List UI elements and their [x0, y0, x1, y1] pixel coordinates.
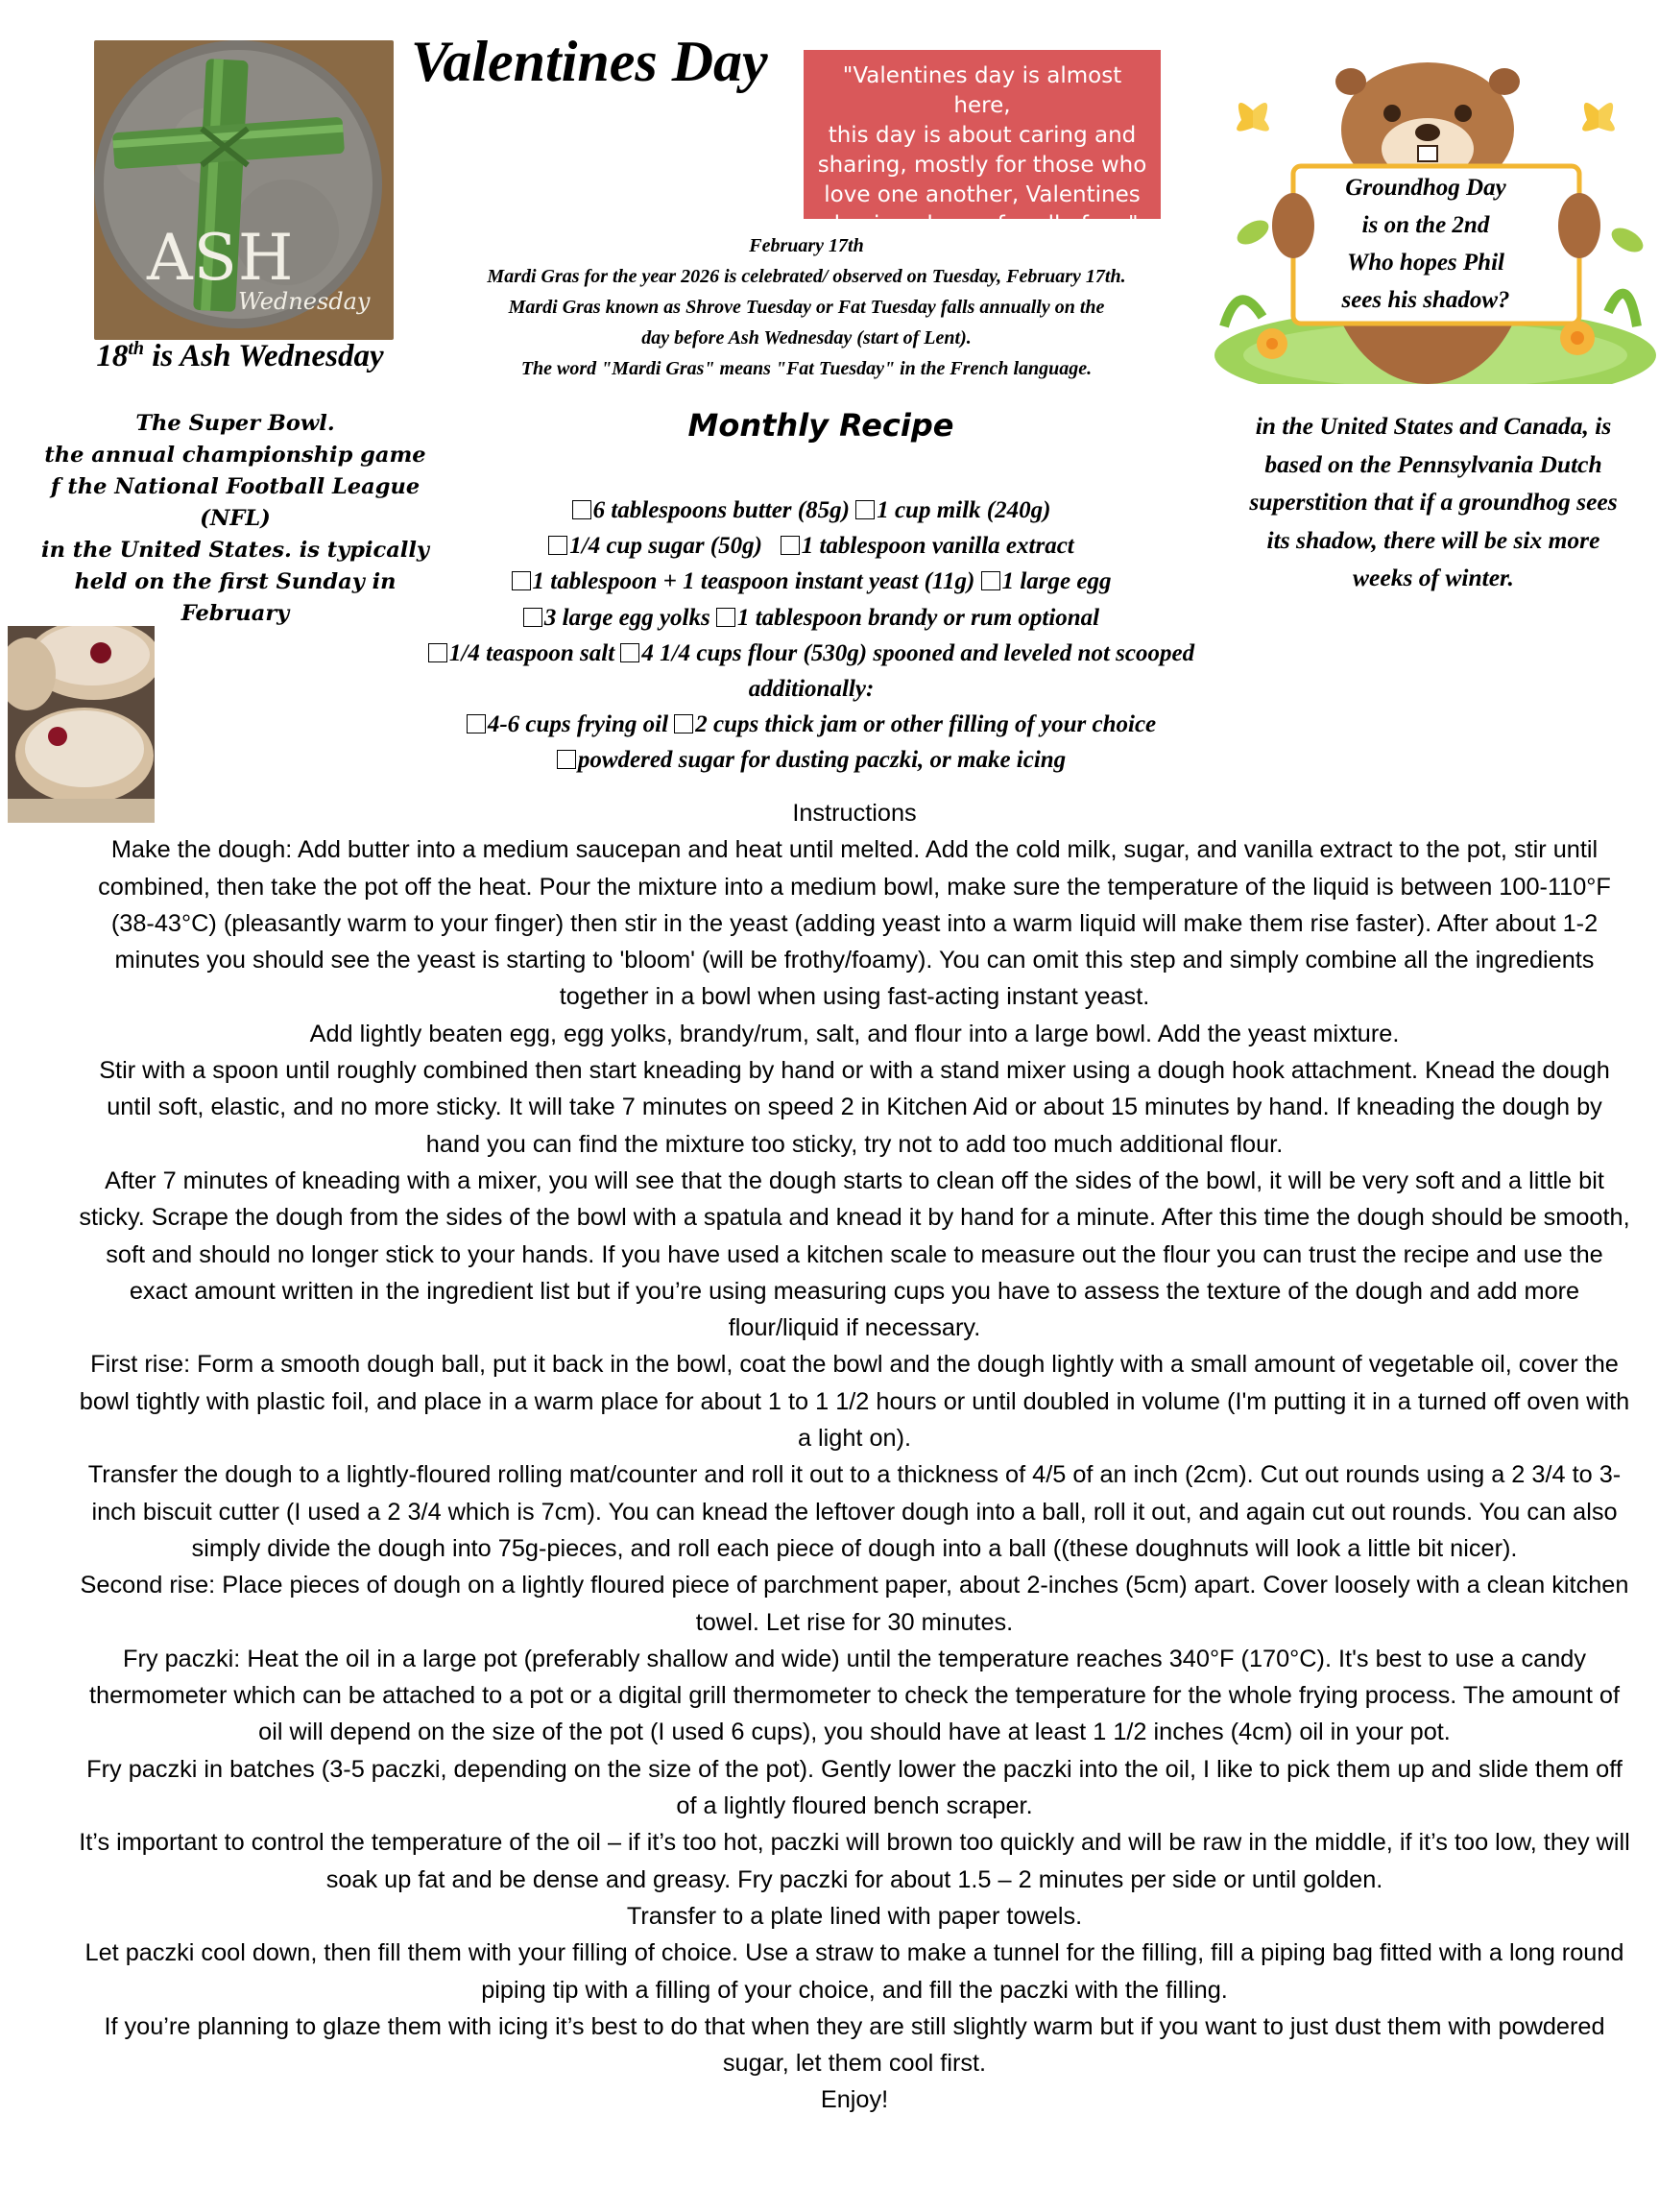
ingredient-text: additionally: — [748, 676, 875, 703]
instruction-paragraph: Let paczki cool down, then fill them with your filling of choice. Use a straw to make a tunnel for the filling, fill a piping bag fitted with a long round piping tip with a filling of your choice, and fill the paczki with the filling. — [84, 1939, 1624, 2004]
instructions-section — [77, 795, 1632, 2119]
groundhog-sign-line: Groundhog Day — [1345, 175, 1506, 201]
instruction-paragraph: Transfer the dough to a lightly-floured rolling mat/counter and roll it out to a thickness of 4/5 of an inch (2cm). Cut out rounds using a 2 3/4 to 3-inch biscuit cutter (I used a 2 3/4 which is 7cm). You can knead the leftover dough into a ball, roll it out, and again cut out rounds. You can also simply divide the dough into 75g-pieces, and roll each piece of dough into a ball ((these doughnuts will look a little bit nicer). — [87, 1461, 1622, 1562]
recipe-title: Monthly Recipe — [687, 407, 954, 444]
instruction-paragraph: Transfer to a plate lined with paper towels. — [626, 1902, 1083, 1930]
ash-day-number: 18 — [96, 339, 129, 373]
ingredient-text: 1 cup milk (240g) — [877, 497, 1051, 523]
ingredient-line — [389, 564, 1234, 599]
ash-image-title: ASH — [147, 221, 295, 295]
instruction-paragraph: After 7 minutes of kneading with a mixer, you will see that the dough starts to clean off the sides of the bowl, it will be very soft and a little bit sticky. Scrape the dough from the sides of the bowl with a spatula and knead it by hand for a minute. After this time the dough should be smooth, soft and should no longer stick to your hands. If you have used a kitchen scale to measure out the flour you can trust the recipe and use the exact amount written in the ingredient list but if you’re using measuring cups you have to assess the texture of the dough and add more flour/liquid if necessary. — [79, 1166, 1630, 1342]
ingredient-line — [389, 671, 1234, 707]
mardi-gras-note — [403, 230, 1210, 384]
super-bowl-line: the annual championship game — [44, 443, 426, 468]
ash-caption-text: is Ash Wednesday — [144, 339, 384, 373]
ingredient-line — [389, 636, 1234, 671]
ingredient-text: 6 tablespoons butter (85g) — [592, 497, 856, 523]
ingredient-checkbox[interactable] — [855, 500, 875, 519]
ingredient-checkbox[interactable] — [620, 643, 639, 662]
ash-day-suffix: th — [128, 338, 144, 359]
ingredient-line — [389, 742, 1234, 778]
paczki-photo — [8, 626, 155, 823]
ingredient-text: 3 large egg yolks — [543, 604, 716, 631]
mardi-gras-line: day before Ash Wednesday (start of Lent). — [641, 327, 972, 349]
groundhog-info-line: weeks of winter. — [1353, 564, 1514, 591]
mardi-gras-line: The word "Mardi Gras" means "Fat Tuesday" in the French language. — [520, 358, 1093, 379]
groundhog-info-line: based on the Pennsylvania Dutch — [1264, 449, 1602, 478]
groundhog-sign-line: Who hopes Phil — [1347, 250, 1504, 276]
instruction-paragraph: Make the dough: Add butter into a medium saucepan and heat until melted. Add the cold milk, sugar, and vanilla extract to the pot, stir until combined, then take the pot off the heat. Pour the mixture into a medium bowl, make sure the temperature of the liquid is between 100-110°F (38-43°C) (pleasantly warm to your finger) then stir in the yeast (adding yeast into a warm liquid will make them rise faster). After about 1-2 minutes you should see the yeast is starting to 'bloom' (will be frothy/foamy). You can omit this step and simply combine all the ingredients together in a bowl when using fast-acting instant yeast. — [98, 836, 1611, 1011]
super-bowl-line: f the National Football League — [50, 474, 421, 499]
ingredient-checkbox[interactable] — [548, 536, 567, 555]
ash-image-subtitle: Wednesday — [238, 288, 371, 315]
ingredient-text: 4-6 cups frying oil — [487, 711, 675, 738]
ingredient-checkbox[interactable] — [557, 750, 576, 769]
ingredient-line — [389, 600, 1234, 636]
super-bowl-line: held on the first Sunday in — [74, 569, 397, 594]
valentines-quote — [804, 50, 1161, 237]
ash-wednesday-image — [94, 40, 394, 340]
super-bowl-line: February — [180, 601, 290, 626]
super-bowl-note — [29, 408, 442, 630]
instruction-paragraph: Fry paczki: Heat the oil in a large pot (preferably shallow and wide) until the temperature reaches 340°F (170°C). It's best to use a candy thermometer which can be attached to a pot or a digital grill thermometer to check the temperature for the whole frying process. The amount of oil will depend on the size of the pot (I used 6 cups), you should have at least 1 1/2 inches (4cm) oil in your pot. — [88, 1645, 1621, 1746]
instruction-paragraph: Add lightly beaten egg, egg yolks, brandy/rum, salt, and flour into a large bowl. Add the yeast mixture. — [309, 1020, 1400, 1047]
ingredient-text: 1/4 cup sugar (50g) — [569, 533, 781, 560]
ingredient-line — [389, 493, 1234, 528]
ingredient-text: 1 tablespoon + 1 teaspoon instant yeast (11g) — [532, 568, 981, 595]
valentines-title: Valentines Day — [411, 30, 768, 93]
ingredient-checkbox[interactable] — [674, 714, 693, 733]
quote-line: day is a dream for all of us." — [826, 212, 1139, 237]
quote-line: this day is about caring and — [828, 123, 1137, 148]
ingredient-text: 2 cups thick jam or other filling of your choice — [695, 711, 1157, 738]
instruction-paragraph: First rise: Form a smooth dough ball, put it back in the bowl, coat the bowl and the dough lightly with a small amount of vegetable oil, cover the bowl tightly with plastic foil, and place in a warm place for about 1 to 1 1/2 hours or until doubled in volume (I'm putting it in a turned off oven with a light on). — [79, 1351, 1630, 1453]
ingredient-checkbox[interactable] — [512, 571, 531, 590]
ingredient-checkbox[interactable] — [716, 608, 735, 627]
ingredient-line — [389, 707, 1234, 742]
mardi-gras-line: February 17th — [749, 235, 864, 256]
ingredient-line — [389, 528, 1234, 564]
super-bowl-line: (NFL) — [200, 506, 271, 531]
quote-line: sharing, mostly for those who — [817, 153, 1147, 178]
ingredient-text: 4 1/4 cups flour (530g) spooned and leveled not scooped — [641, 639, 1195, 666]
mardi-gras-line: Mardi Gras known as Shrove Tuesday or Fat Tuesday falls annually on the — [508, 297, 1105, 318]
instruction-paragraph: Second rise: Place pieces of dough on a lightly floured piece of parchment paper, about 2-inches (5cm) apart. Cover loosely with a clean kitchen towel. Let rise for 30 minutes. — [80, 1572, 1629, 1636]
ingredient-list — [389, 493, 1234, 779]
super-bowl-line: The Super Bowl. — [135, 411, 335, 436]
quote-line: "Valentines day is almost here, — [842, 63, 1122, 118]
groundhog-info-line: in the United States and Canada, is — [1255, 412, 1612, 440]
instruction-paragraph: If you’re planning to glaze them with icing it’s best to do that when they are still slightly warm but if you want to just dust them with powdered sugar, let them cool first. — [104, 2012, 1605, 2078]
groundhog-info — [1217, 407, 1649, 597]
ingredient-checkbox[interactable] — [781, 536, 800, 555]
instructions-heading: Instructions — [792, 800, 917, 827]
instruction-paragraph: Stir with a spoon until roughly combined then start kneading by hand or with a stand mixer using a dough hook attachment. Knead the dough until soft, elastic, and no more sticky. It will take 7 minutes on speed 2 in Kitchen Aid or about 15 minutes by hand. If kneading the dough by hand you can find the mixture too sticky, try not to add too much additional flour. — [99, 1057, 1610, 1158]
groundhog-sign — [1286, 169, 1565, 319]
ingredient-checkbox[interactable] — [467, 714, 486, 733]
ingredient-text: 1/4 teaspoon salt — [448, 639, 621, 666]
mardi-gras-line: Mardi Gras for the year 2026 is celebrated/ observed on Tuesday, February 17th. — [487, 266, 1126, 287]
quote-line: love one another, Valentines — [824, 182, 1141, 207]
paczki-illustration — [8, 626, 155, 823]
groundhog-info-line: superstition that if a groundhog sees — [1249, 488, 1618, 516]
groundhog-sign-line: is on the 2nd — [1361, 212, 1490, 238]
ingredient-checkbox[interactable] — [981, 571, 1000, 590]
groundhog-info-line: its shadow, there will be six more — [1266, 525, 1600, 554]
ingredient-checkbox[interactable] — [523, 608, 542, 627]
instructions-body — [77, 831, 1632, 2118]
instruction-paragraph: Enjoy! — [820, 2086, 889, 2114]
ash-wednesday-caption — [58, 338, 422, 374]
ingredient-text: 1 large egg — [1001, 568, 1112, 595]
ingredient-text: 1 tablespoon vanilla extract — [801, 533, 1074, 560]
ingredient-text: 1 tablespoon brandy or rum optional — [736, 604, 1100, 631]
instruction-paragraph: It’s important to control the temperature of the oil – if it’s too hot, paczki will brown too quickly and will be raw in the middle, if it’s too low, they will soak up fat and be dense and greasy. Fry paczki for about 1.5 – 2 minutes per side or until golden. — [79, 1829, 1630, 1893]
groundhog-sign-line: sees his shadow? — [1341, 287, 1510, 313]
super-bowl-line: in the United States. is typically — [41, 538, 429, 563]
ingredient-checkbox[interactable] — [428, 643, 447, 662]
instruction-paragraph: Fry paczki in batches (3-5 paczki, depending on the size of the pot). Gently lower the paczki into the oil, I like to pick them up and slide them off of a lightly floured bench scraper. — [86, 1755, 1623, 1820]
ingredient-checkbox[interactable] — [572, 500, 591, 519]
ingredient-text: powdered sugar for dusting paczki, or make icing — [577, 747, 1067, 774]
